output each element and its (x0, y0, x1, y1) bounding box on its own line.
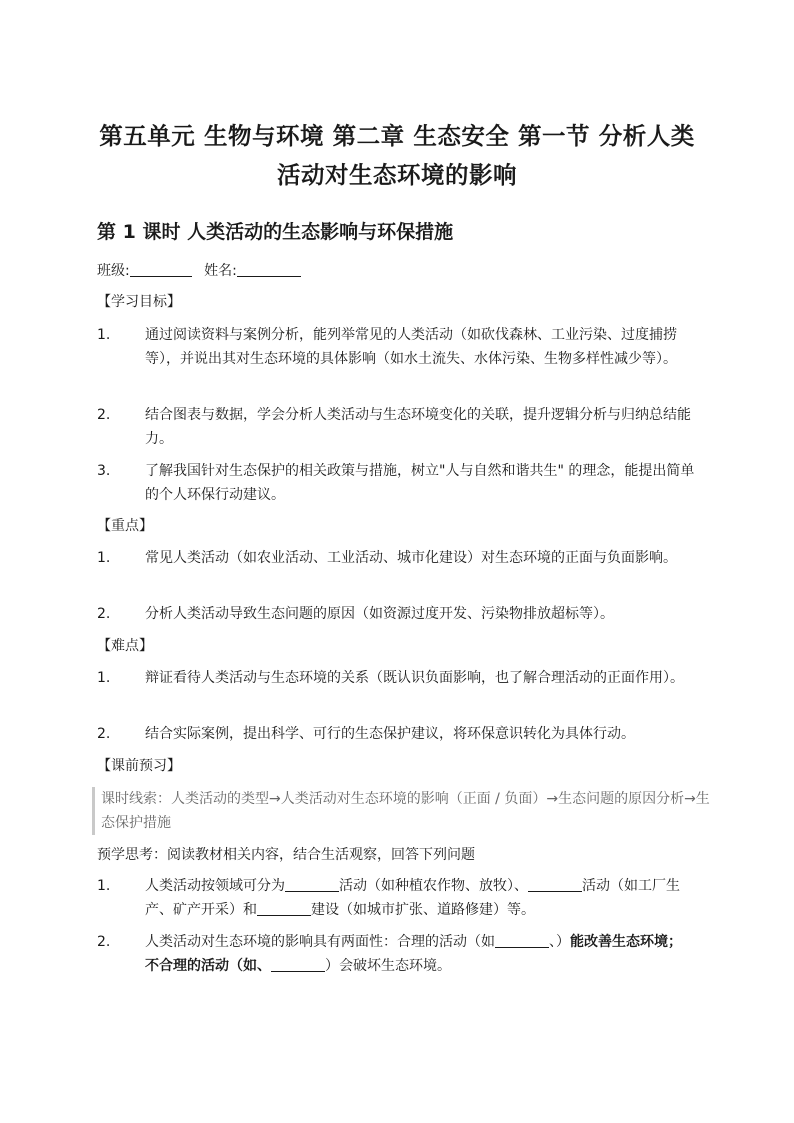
key-points-heading: 【重点】 (97, 518, 153, 534)
preview-heading: 【课前预习】 (97, 758, 181, 774)
question-1-text-c: 活动（如工厂生产、矿产开采）和 (145, 878, 680, 918)
question-number: 2. (97, 934, 111, 950)
question-1-text-b: 活动（如种植农作物、放牧）、 (339, 878, 528, 894)
name-blank[interactable] (237, 260, 301, 277)
answer-blank[interactable] (271, 955, 325, 972)
lesson-clue-quote: 课时线索：人类活动的类型→人类活动对生态环境的影响（正面 / 负面）→生态问题的原因分析→生态保护措施 (92, 787, 711, 835)
difficult-point-item: 结合实际案例，提出科学、可行的生态保护建议，将环保意识转化为具体行动。 (145, 726, 635, 742)
difficult-point-item: 辩证看待人类活动与生态环境的关系（既认识负面影响，也了解合理活动的正面作用）。 (145, 670, 684, 686)
question-2 (145, 930, 695, 978)
key-point-number: 2. (97, 606, 111, 622)
goal-number: 3. (97, 463, 111, 479)
question-1-text-d: 建设（如城市扩张、道路修建）等。 (311, 902, 535, 918)
goal-number: 1. (97, 327, 111, 343)
page-title-line-2: 活动对生态环境的影响 (277, 161, 517, 189)
key-point-number: 1. (97, 550, 111, 566)
question-1-text-a: 人类活动按领域可分为 (145, 878, 285, 894)
question-2-text-c: 能改善生态环境；不合理的活动（如、 (145, 934, 682, 974)
question-2-text-a: 人类活动对生态环境的影响具有两面性：合理的活动（如 (145, 934, 495, 950)
answer-blank[interactable] (495, 931, 549, 948)
question-2-text-d: ）会破坏生态环境。 (325, 958, 451, 974)
lesson-subtitle: 第 1 课时 人类活动的生态影响与环保措施 (97, 221, 454, 243)
difficult-point-number: 1. (97, 670, 111, 686)
key-point-item: 常见人类活动（如农业活动、工业活动、城市化建设）对生态环境的正面与负面影响。 (145, 550, 677, 566)
answer-blank[interactable] (257, 899, 311, 916)
goals-heading: 【学习目标】 (97, 294, 181, 310)
name-label: 姓名: (204, 263, 237, 279)
preview-think-text: 预学思考：阅读教材相关内容，结合生活观察，回答下列问题 (97, 847, 475, 863)
class-blank[interactable] (130, 260, 192, 277)
question-2-text-b: 、） (549, 934, 570, 950)
question-number: 1. (97, 878, 111, 894)
difficult-point-number: 2. (97, 726, 111, 742)
key-point-item: 分析人类活动导致生态问题的原因（如资源过度开发、污染物排放超标等）。 (145, 606, 614, 622)
goal-item: 了解我国针对生态保护的相关政策与措施，树立"人与自然和谐共生" 的理念，能提出简单的个人环保行动建议。 (145, 463, 695, 503)
goal-item: 通过阅读资料与案例分析，能列举常见的人类活动（如砍伐森林、工业污染、过度捕捞等），并说出其对生态环境的具体影响（如水土流失、水体污染、生物多样性减少等）。 (145, 327, 677, 367)
difficult-points-heading: 【难点】 (97, 638, 153, 654)
goal-number: 2. (97, 407, 111, 423)
question-1 (145, 874, 695, 922)
answer-blank[interactable] (285, 875, 339, 892)
answer-blank[interactable] (528, 875, 582, 892)
class-label: 班级: (97, 263, 130, 279)
student-info-row (97, 259, 301, 283)
goal-item: 结合图表与数据，学会分析人类活动与生态环境变化的关联，提升逻辑分析与归纳总结能力。 (145, 407, 691, 447)
page-title-line-1: 第五单元 生物与环境 第二章 生态安全 第一节 分析人类 (99, 122, 695, 150)
